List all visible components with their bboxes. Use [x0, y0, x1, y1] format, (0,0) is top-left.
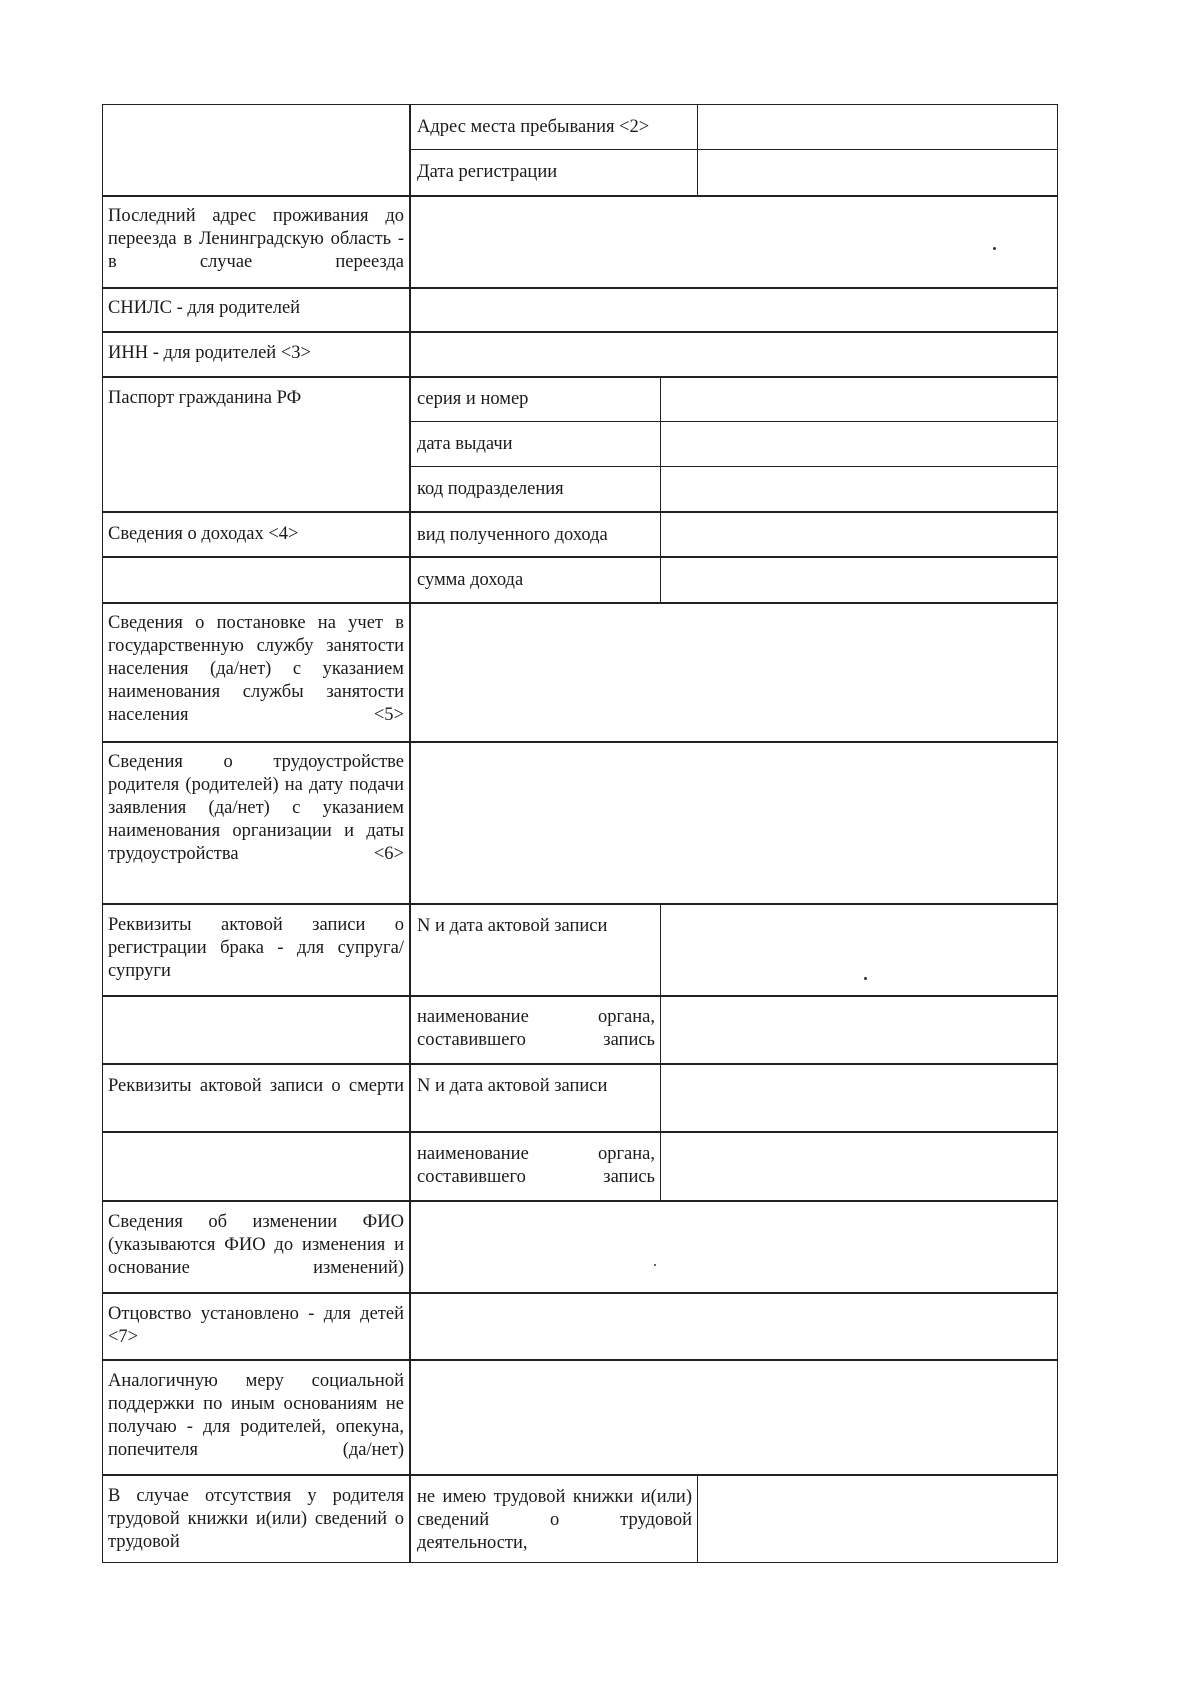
stay-address-field[interactable] — [699, 106, 1056, 148]
employment-service-label: Сведения о постановке на учет в государственную службу занятости населения (да/нет) с указанием наименования службы занятости населения <5> — [108, 613, 404, 725]
passport-series-field[interactable] — [662, 378, 1056, 420]
passport-division-code-field[interactable] — [662, 468, 1056, 510]
column-divider — [660, 376, 661, 602]
death-number-date-label: N и дата актовой записи — [417, 1076, 608, 1096]
last-address-label: Последний адрес проживания до переезда в Ленинградскую область - в случае переезда — [108, 206, 404, 272]
no-workbook-label: В случае отсутствия у родителя трудовой книжки и(или) сведений о трудовой — [108, 1486, 404, 1552]
name-change-field[interactable] — [411, 1202, 1056, 1291]
income-amount-field[interactable] — [662, 558, 1056, 601]
inn-field[interactable] — [411, 333, 1056, 375]
passport-division-code-label: код подразделения — [417, 479, 564, 499]
passport-series-label: серия и номер — [417, 389, 529, 409]
name-change-label: Сведения об изменении ФИО (указываются ФИО до изменения и основание изменений) — [108, 1212, 404, 1278]
marriage-number-date-label: N и дата актовой записи — [417, 916, 608, 936]
no-workbook-field[interactable] — [699, 1476, 1056, 1562]
row-divider — [409, 149, 1058, 150]
column-divider — [697, 1474, 698, 1563]
last-address-field[interactable] — [411, 197, 1056, 286]
marriage-authority-field[interactable] — [662, 997, 1056, 1062]
similar-support-label: Аналогичную меру социальной поддержки по иным основаниям не получаю - для родителей, опекуна, попечителя (да/нет) — [108, 1371, 404, 1460]
paternity-field[interactable] — [411, 1294, 1056, 1358]
paternity-label: Отцовство установлено - для детей <7> — [108, 1304, 404, 1347]
similar-support-field[interactable] — [411, 1361, 1056, 1473]
passport-issue-date-label: дата выдачи — [417, 434, 513, 454]
snils-label: СНИЛС - для родителей — [108, 298, 301, 318]
inn-label: ИНН - для родителей <3> — [108, 343, 311, 363]
scan-speck — [864, 977, 867, 980]
row-divider — [409, 466, 1058, 467]
scan-speck — [654, 1264, 656, 1266]
row-divider — [409, 421, 1058, 422]
income-amount-label: сумма дохода — [417, 570, 524, 590]
income-type-label: вид полученного дохода — [417, 525, 608, 545]
no-workbook-option-label: не имею трудовой книжки и(или) сведений о трудовой деятельности, — [417, 1487, 692, 1553]
passport-issue-date-field[interactable] — [662, 423, 1056, 465]
marriage-number-date-field[interactable] — [662, 905, 1056, 994]
death-authority-field[interactable] — [662, 1133, 1056, 1199]
employment-label: Сведения о трудоустройстве родителя (родителей) на дату подачи заявления (да/нет) с указанием наименования организации и даты трудоустройства <6> — [108, 752, 404, 864]
death-authority-label: наименование органа, составившего запись — [417, 1144, 655, 1187]
marriage-record-label: Реквизиты актовой записи о регистрации брака - для супруга/супруги — [108, 915, 404, 981]
employment-service-field[interactable] — [411, 604, 1056, 740]
scan-speck — [993, 247, 996, 250]
passport-label: Паспорт гражданина РФ — [108, 388, 302, 408]
income-type-field[interactable] — [662, 513, 1056, 555]
death-record-label: Реквизиты актовой записи о смерти — [108, 1076, 404, 1096]
income-label: Сведения о доходах <4> — [108, 524, 299, 544]
column-divider — [660, 903, 661, 1200]
snils-field[interactable] — [411, 289, 1056, 330]
column-divider — [697, 104, 698, 195]
marriage-authority-label: наименование органа, составившего запись — [417, 1007, 655, 1050]
registration-date-label: Дата регистрации — [417, 162, 558, 182]
death-number-date-field[interactable] — [662, 1065, 1056, 1130]
stay-address-label: Адрес места пребывания <2> — [417, 117, 650, 137]
employment-field[interactable] — [411, 743, 1056, 902]
registration-date-field[interactable] — [699, 151, 1056, 194]
